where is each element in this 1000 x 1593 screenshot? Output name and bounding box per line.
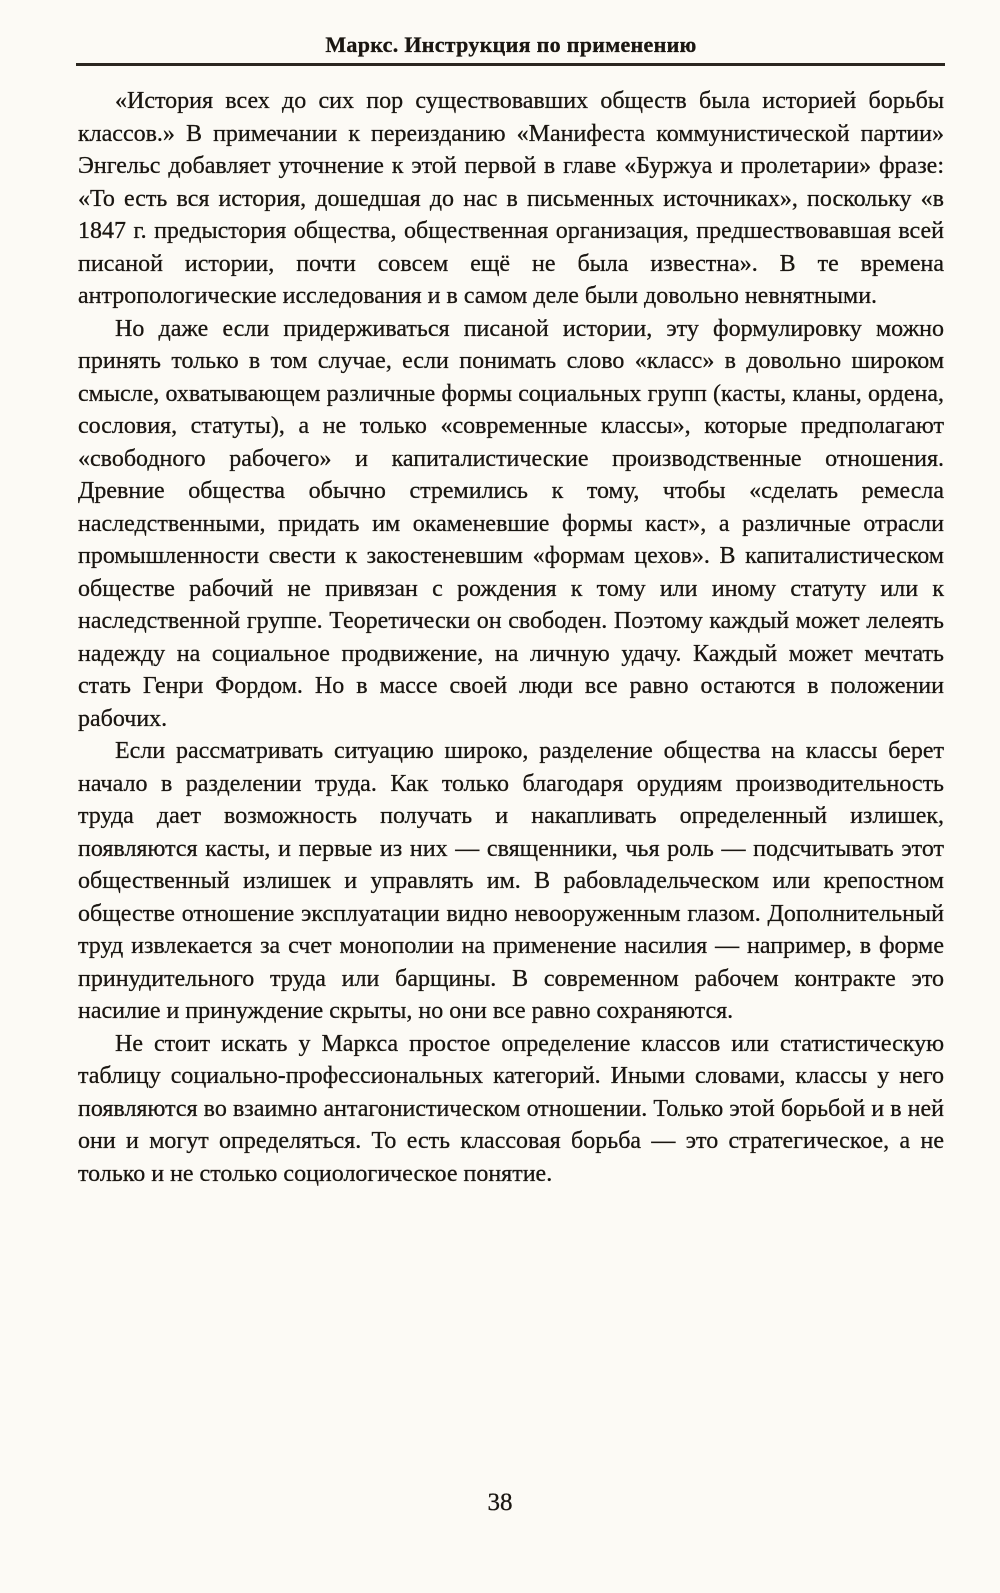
page-body <box>78 85 944 1190</box>
running-header: Маркс. Инструкция по применению <box>325 32 697 57</box>
paragraph-3: Если рассматривать ситуацию широко, разделение общества на классы берет начало в разделении труда. Как только благодаря орудиям производительность труда дает возможность получать и накапливать определенный излишек, появляются касты, и первые из них — священники, чья роль — подсчитывать этот общественный излишек и управлять им. В рабовладельческом или крепостном обществе отношение эксплуатации видно невооруженным глазом. Дополнительный труд извлекается за счет монополии на применение насилия — например, в форме принудительного труда или барщины. В современном рабочем контракте это насилие и принуждение скрыты, но они все равно сохраняются. <box>78 738 944 1024</box>
paragraph-1: «История всех до сих пор существовавших обществ была историей борьбы классов.» В примечании к переизданию «Манифеста коммунистической партии» Энгельс добавляет уточнение к этой первой в главе «Буржуа и пролетарии» фразе: «То есть вся история, дошедшая до нас в письменных источниках», поскольку «в 1847 г. предыстория общества, общественная организация, предшествовавшая всей писаной истории, почти совсем ещё не была известна». В те времена антропологические исследования и в самом деле были довольно невнятными. <box>78 88 944 309</box>
paragraph-2: Но даже если придерживаться писаной истории, эту формулировку можно принять только в том случае, если понимать слово «класс» в довольно широком смысле, охватывающем различные формы социальных групп (касты, кланы, ордена, сословия, статуты), а не только «современные классы», которые предполагают «свободного рабочего» и капиталистические производственные отношения. Древние общества обычно стремились к тому, чтобы «сделать ремесла наследственными, придать им окаменевшие формы каст», а различные отрасли промышленности свести к закостеневшим «формам цехов». В капиталистическом обществе рабочий не привязан с рождения к тому или иному статуту или к наследственной группе. Теоретически он свободен. Поэтому каждый может лелеять надежду на социальное продвижение, на личную удачу. Каждый может мечтать стать Генри Фордом. Но в массе своей люди все равно остаются в положении рабочих. <box>78 315 944 732</box>
paragraph-4: Не стоит искать у Маркса простое определение классов или статистическую таблицу социально-профессиональных категорий. Иными словами, классы у него появляются во взаимно антагонистическом отношении. Только этой борьбой и в ней они и могут определяться. То есть классовая борьба — это стратегическое, а не только и не столько социологическое понятие. <box>78 1030 944 1187</box>
header-divider <box>76 63 945 66</box>
page-number: 38 <box>487 1489 513 1516</box>
